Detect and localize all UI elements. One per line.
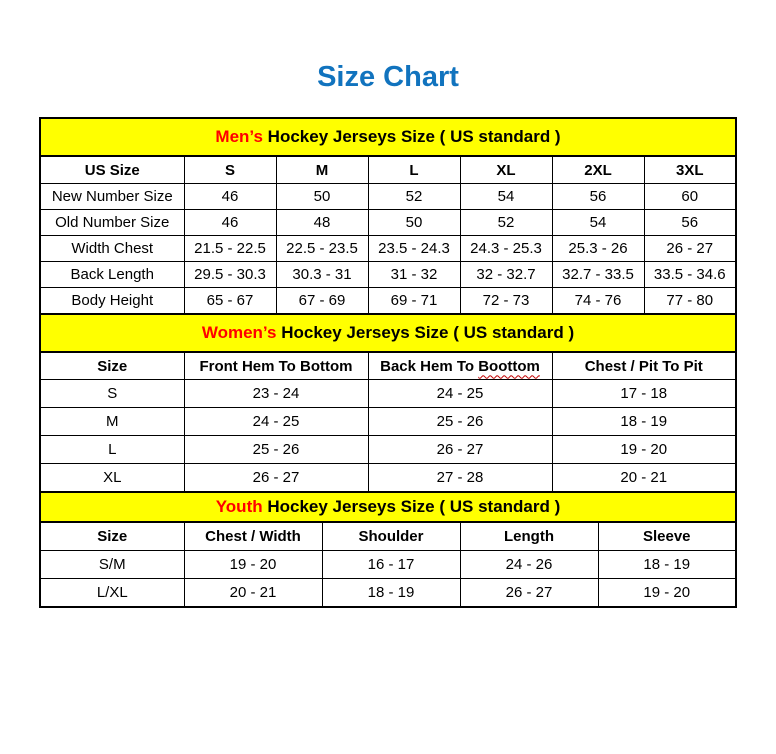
column-header-cell: Size [40,352,184,380]
row-label-cell: L/XL [40,579,184,608]
data-cell: 31 - 32 [368,262,460,288]
data-cell: 46 [184,210,276,236]
data-cell: 26 - 27 [184,464,368,493]
data-cell: 23.5 - 24.3 [368,236,460,262]
data-cell: 25 - 26 [184,436,368,464]
data-cell: 33.5 - 34.6 [644,262,736,288]
data-cell: 18 - 19 [598,551,736,579]
table-title-band-row [40,492,736,522]
column-header-cell: S [184,156,276,184]
column-header-cell: L [368,156,460,184]
table-row [40,288,736,315]
data-cell: 16 - 17 [322,551,460,579]
data-cell: 24 - 25 [184,408,368,436]
column-header-row [40,352,736,380]
table-row [40,551,736,579]
data-cell: 19 - 20 [598,579,736,608]
data-cell: 25 - 26 [368,408,552,436]
row-label-cell: Width Chest [40,236,184,262]
table-row [40,380,736,408]
data-cell: 20 - 21 [184,579,322,608]
data-cell: 72 - 73 [460,288,552,315]
data-cell: 67 - 69 [276,288,368,315]
data-cell: 50 [368,210,460,236]
data-cell: 18 - 19 [552,408,736,436]
size-table-mens [39,117,737,315]
size-chart-container [39,117,737,608]
column-header-cell: Chest / Width [184,522,322,551]
size-table-womens [39,313,737,493]
data-cell: 26 - 27 [644,236,736,262]
data-cell: 65 - 67 [184,288,276,315]
column-header-row [40,522,736,551]
data-cell: 32 - 32.7 [460,262,552,288]
page-background [0,62,776,754]
data-cell: 23 - 24 [184,380,368,408]
data-cell: 25.3 - 26 [552,236,644,262]
data-cell: 18 - 19 [322,579,460,608]
table-title-accent: Women’s [201,323,277,342]
table-title-accent: Youth [215,497,263,516]
data-cell: 30.3 - 31 [276,262,368,288]
data-cell: 56 [552,184,644,210]
data-cell: 54 [552,210,644,236]
table-title-band-row [40,314,736,352]
data-cell: 48 [276,210,368,236]
size-table-youth [39,491,737,608]
row-label-cell: L [40,436,184,464]
table-row [40,262,736,288]
row-label-cell: New Number Size [40,184,184,210]
row-label-cell: Old Number Size [40,210,184,236]
data-cell: 21.5 - 22.5 [184,236,276,262]
table-title-rest: Hockey Jerseys Size ( US standard ) [262,497,561,516]
table-title-band [40,492,736,522]
column-header-cell: 2XL [552,156,644,184]
column-header-cell: Length [460,522,598,551]
column-header-cell: Shoulder [322,522,460,551]
data-cell: 56 [644,210,736,236]
column-header-cell: M [276,156,368,184]
column-header-cell: Front Hem To Bottom [184,352,368,380]
column-header-cell: XL [460,156,552,184]
row-label-cell: M [40,408,184,436]
row-label-cell: S [40,380,184,408]
table-row [40,436,736,464]
table-row [40,184,736,210]
data-cell: 50 [276,184,368,210]
data-cell: 27 - 28 [368,464,552,493]
column-header-cell: Chest / Pit To Pit [552,352,736,380]
row-label-cell: XL [40,464,184,493]
column-header-cell: Sleeve [598,522,736,551]
table-row [40,408,736,436]
data-cell: 19 - 20 [184,551,322,579]
data-cell: 32.7 - 33.5 [552,262,644,288]
data-cell: 24.3 - 25.3 [460,236,552,262]
data-cell: 24 - 26 [460,551,598,579]
data-cell: 26 - 27 [460,579,598,608]
data-cell: 74 - 76 [552,288,644,315]
data-cell: 60 [644,184,736,210]
data-cell: 17 - 18 [552,380,736,408]
data-cell: 24 - 25 [368,380,552,408]
misspelled-word: Boottom [478,357,540,375]
table-row [40,579,736,608]
column-header-cell: 3XL [644,156,736,184]
page-title: Size Chart [317,61,459,93]
column-header-cell [368,352,552,380]
table-row [40,464,736,493]
column-header-cell: US Size [40,156,184,184]
data-cell: 54 [460,184,552,210]
data-cell: 26 - 27 [368,436,552,464]
table-title-rest: Hockey Jerseys Size ( US standard ) [262,127,561,146]
table-row [40,236,736,262]
row-label-cell: S/M [40,551,184,579]
data-cell: 19 - 20 [552,436,736,464]
table-title-band-row [40,118,736,156]
data-cell: 29.5 - 30.3 [184,262,276,288]
data-cell: 52 [368,184,460,210]
table-title-accent: Men’s [215,127,263,146]
data-cell: 22.5 - 23.5 [276,236,368,262]
table-row [40,210,736,236]
column-header-cell: Size [40,522,184,551]
data-cell: 20 - 21 [552,464,736,493]
data-cell: 46 [184,184,276,210]
column-header-row [40,156,736,184]
column-header-text: Back Hem To [380,357,479,375]
data-cell: 69 - 71 [368,288,460,315]
table-title-band [40,118,736,156]
row-label-cell: Back Length [40,262,184,288]
table-title-rest: Hockey Jerseys Size ( US standard ) [276,323,575,342]
row-label-cell: Body Height [40,288,184,315]
data-cell: 52 [460,210,552,236]
table-title-band [40,314,736,352]
data-cell: 77 - 80 [644,288,736,315]
